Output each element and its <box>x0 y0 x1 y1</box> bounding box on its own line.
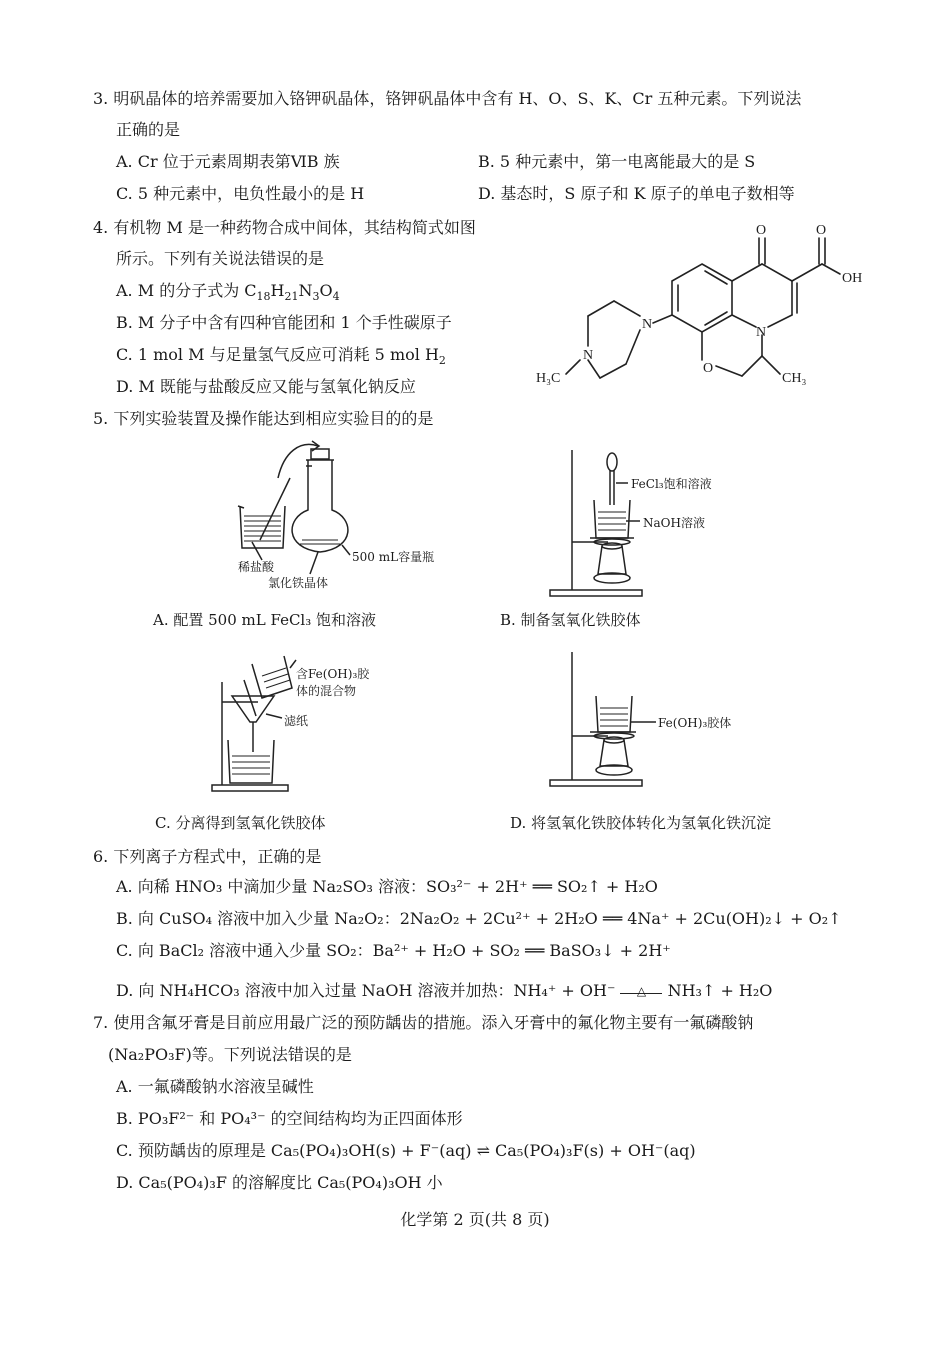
label-mixture-line1: 含Fe(OH)₃胶 <box>296 667 370 681</box>
oh-label: OH <box>842 271 863 286</box>
q5-caption-d: D. 将氢氧化铁胶体转化为氢氧化铁沉淀 <box>510 814 772 832</box>
label-mixture-line2: 体的混合物 <box>296 684 357 698</box>
q5-stem: 5. 下列实验装置及操作能达到相应实验目的的是 <box>93 409 434 428</box>
q5-caption-a: A. 配置 500 mL FeCl₃ 饱和溶液 <box>153 611 377 629</box>
q3-option-b: B. 5 种元素中，第一电离能最大的是 S <box>478 152 756 171</box>
q5-caption-c: C. 分离得到氢氧化铁胶体 <box>155 814 326 832</box>
q3-option-a: A. Cr 位于元素周期表第ⅥB 族 <box>116 152 340 171</box>
carbonyl-o-label: O <box>756 223 767 238</box>
q7-option-b: B. PO₃F²⁻ 和 PO₄³⁻ 的空间结构均为正四面体形 <box>116 1109 463 1128</box>
q4-option-d: D. M 既能与盐酸反应又能与氢氧化钠反应 <box>116 377 416 396</box>
label-volumetric-flask: 500 mL容量瓶 <box>352 550 435 564</box>
q3-stem-cont: 正确的是 <box>116 120 181 139</box>
page-footer: 化学第 2 页(共 8 页) <box>400 1210 550 1229</box>
q5-caption-b: B. 制备氢氧化铁胶体 <box>500 611 641 629</box>
methyl-n-label: N <box>583 348 594 363</box>
q6-option-c: C. 向 BaCl₂ 溶液中通入少量 SO₂：Ba²⁺ + H₂O + SO₂ ══ BaSO₃↓ + 2H⁺ <box>116 941 671 960</box>
piperazine-n-label: N <box>642 317 653 332</box>
acid-o-label: O <box>816 223 827 238</box>
q3-option-c: C. 5 种元素中，电负性最小的是 H <box>116 184 365 203</box>
q7-option-d: D. Ca₅(PO₄)₃F 的溶解度比 Ca₅(PO₄)₃OH 小 <box>116 1173 443 1192</box>
q4-stem-cont: 所示。下列有关说法错误的是 <box>116 249 325 268</box>
h3c-label: H₃C <box>536 371 561 386</box>
q7-option-c: C. 预防龋齿的原理是 Ca₅(PO₄)₃OH(s) + F⁻(aq) ⇌ Ca₅(PO₄)₃F(s) + OH⁻(aq) <box>116 1141 696 1160</box>
q7-stem-cont: (Na₂PO₃F)等。下列说法错误的是 <box>108 1045 352 1064</box>
ring-n-label: N <box>756 325 767 340</box>
ring-o-label: O <box>703 361 714 376</box>
label-fecl3-solution: FeCl₃饱和溶液 <box>631 477 712 491</box>
label-fecl3-crystal: 氯化铁晶体 <box>268 576 329 590</box>
label-naoh-solution: NaOH溶液 <box>643 516 705 530</box>
q3-stem: 3. 明矾晶体的培养需要加入铬钾矾晶体，铬钾矾晶体中含有 H、O、S、K、Cr 五种元素。下列说法 <box>93 89 802 108</box>
ch3-label: CH₃ <box>782 371 807 386</box>
q4-option-b: B. M 分子中含有四种官能团和 1 个手性碳原子 <box>116 313 452 332</box>
q4-stem: 4. 有机物 M 是一种药物合成中间体，其结构简式如图 <box>93 218 476 237</box>
q4-option-c: C. 1 mol M 与足量氢气反应可消耗 5 mol $H_2$ <box>116 345 446 368</box>
q6-option-a: A. 向稀 HNO₃ 中滴加少量 Na₂SO₃ 溶液：SO₃²⁻ + 2H⁺ ══ SO₂↑ + H₂O <box>116 877 658 896</box>
q7-stem: 7. 使用含氟牙膏是目前应用最广泛的预防龋齿的措施。添入牙膏中的氟化物主要有一氟磷酸钠 <box>93 1013 754 1032</box>
q3-option-d: D. 基态时，S 原子和 K 原子的单电子数相等 <box>478 184 795 203</box>
label-filter-paper: 滤纸 <box>284 714 309 728</box>
q7-option-a: A. 一氟磷酸钠水溶液呈碱性 <box>116 1077 314 1096</box>
label-colloid: Fe(OH)₃胶体 <box>658 716 732 730</box>
q4-option-a: A. M 的分子式为 $C_{18}H_{21}N_3O_4$ <box>116 281 340 304</box>
heat-symbol: △ <box>636 984 647 998</box>
q6-stem: 6. 下列离子方程式中，正确的是 <box>93 847 322 866</box>
q6-option-b: B. 向 CuSO₄ 溶液中加入少量 Na₂O₂：2Na₂O₂ + 2Cu²⁺ + 2H₂O ══ 4Na⁺ + 2Cu(OH)₂↓ + O₂↑ <box>116 909 842 928</box>
label-dilute-hcl: 稀盐酸 <box>238 560 275 574</box>
q6-option-d: D. 向 NH₄HCO₃ 溶液中加入过量 NaOH 溶液并加热：NH₄⁺ + OH⁻ △ NH₃↑ + H₂O <box>116 981 773 1000</box>
